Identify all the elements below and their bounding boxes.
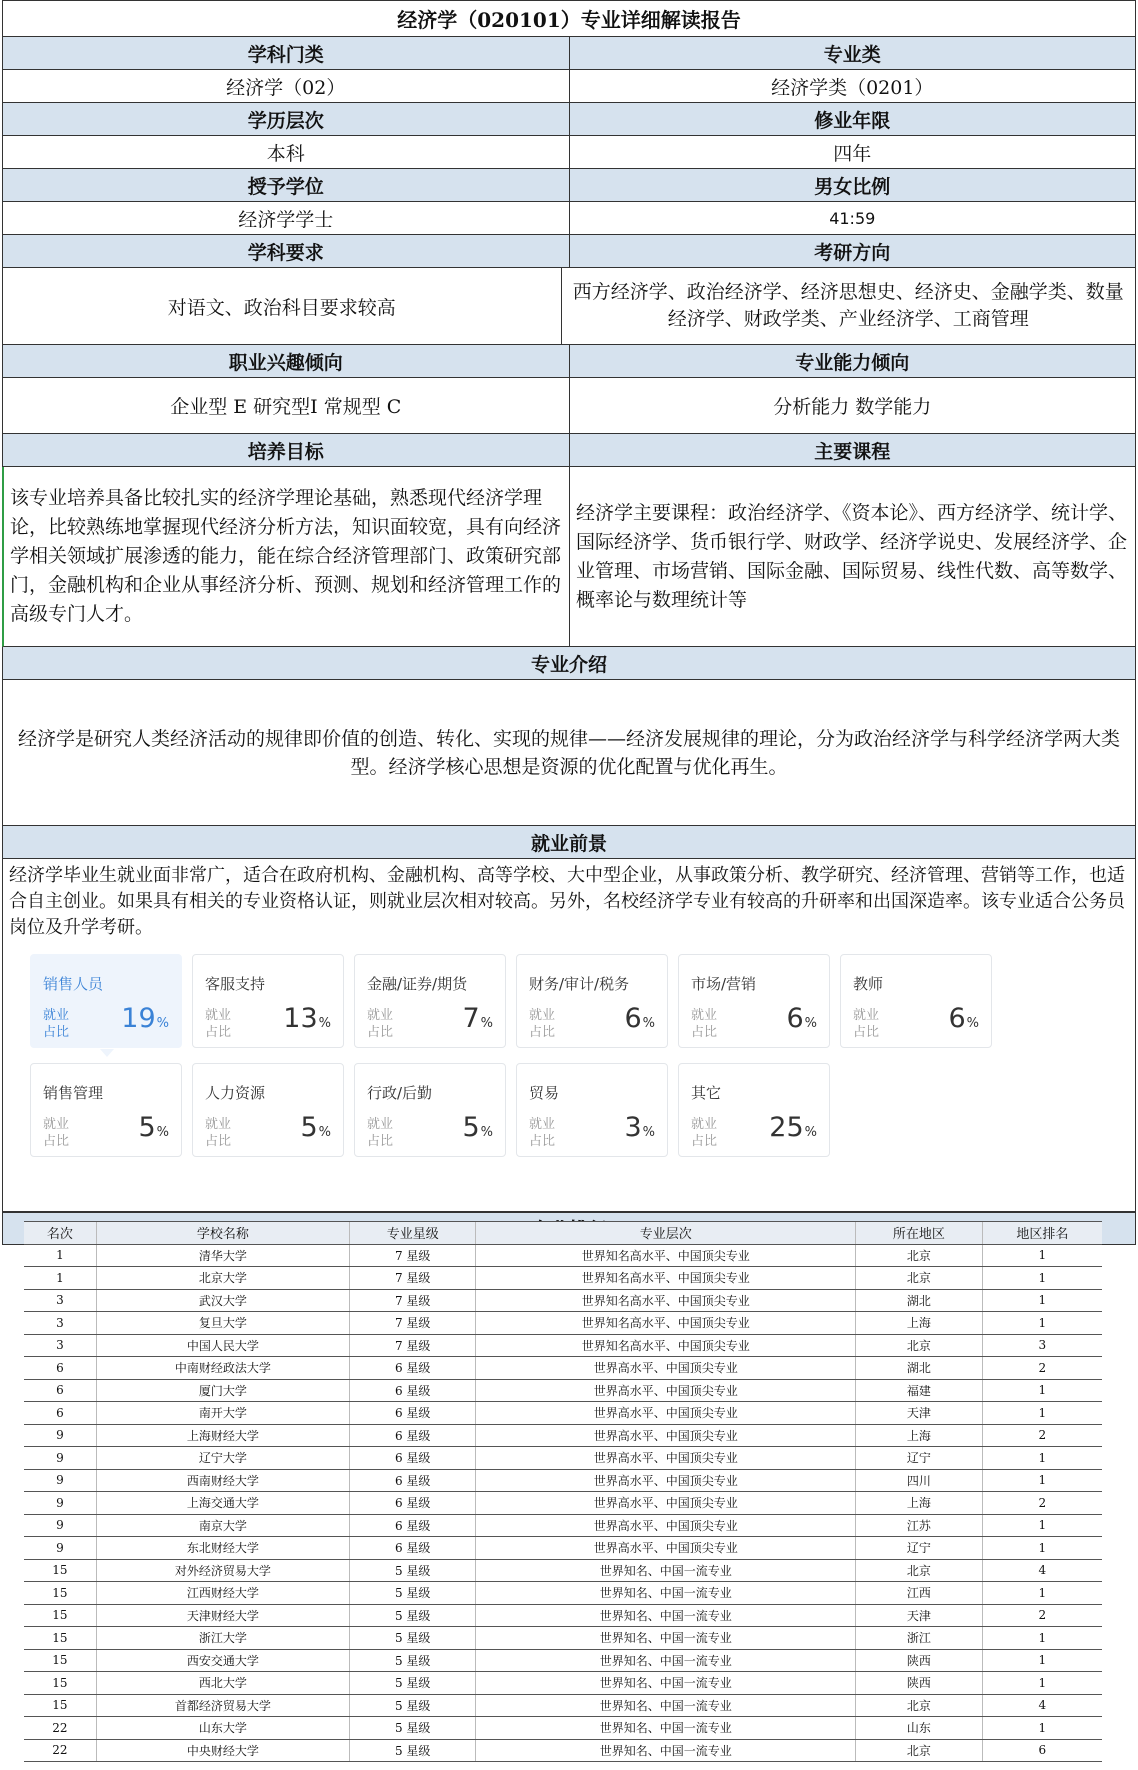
card-share-label: 就业 占比 (691, 1008, 718, 1040)
label-subject-requirement: 学科要求 (247, 241, 324, 264)
cell-school: 南京大学 (96, 1514, 349, 1537)
card-share-label: 就业 占比 (529, 1117, 556, 1149)
intro-heading: 专业介绍 (530, 653, 607, 676)
value-row-level (2, 136, 1136, 169)
report-title-row (2, 0, 1136, 37)
cell-region: 湖北 (856, 1357, 983, 1380)
table-row (24, 1469, 1102, 1492)
cell-stars: 5 星级 (349, 1672, 476, 1695)
cell-region: 浙江 (856, 1627, 983, 1650)
cell-region: 陕西 (856, 1649, 983, 1672)
card-name: 人力资源 (205, 1084, 266, 1102)
value-row-interest (2, 378, 1136, 434)
cell-region-rank: 1 (982, 1672, 1102, 1695)
cell-school: 中南财经政法大学 (96, 1357, 349, 1380)
cell-level: 世界知名、中国一流专业 (476, 1582, 856, 1605)
cell-rank: 3 (24, 1334, 96, 1357)
cell-stars: 6 星级 (349, 1357, 476, 1380)
cell-school: 山东大学 (96, 1717, 349, 1740)
cell-stars: 6 星级 (349, 1424, 476, 1447)
cell-school: 对外经济贸易大学 (96, 1559, 349, 1582)
cell-region-rank: 4 (982, 1694, 1102, 1717)
cell-school: 复旦大学 (96, 1312, 349, 1335)
cell-school: 上海财经大学 (96, 1424, 349, 1447)
cell-region: 山东 (856, 1717, 983, 1740)
card-name: 贸易 (529, 1084, 560, 1102)
card-value: 25% (769, 1112, 817, 1143)
card-share-label: 就业 占比 (205, 1117, 232, 1149)
cell-school: 天津财经大学 (96, 1604, 349, 1627)
card-share-label: 就业 占比 (853, 1008, 880, 1040)
label-subject-category: 学科门类 (247, 43, 324, 66)
cell-rank: 9 (24, 1469, 96, 1492)
cell-level: 世界知名、中国一流专业 (476, 1559, 856, 1582)
cell-rank: 15 (24, 1582, 96, 1605)
cell-rank: 9 (24, 1424, 96, 1447)
card-value: 3% (624, 1112, 655, 1143)
header-row-requirement (2, 235, 1136, 268)
cell-region-rank: 1 (982, 1469, 1102, 1492)
table-row (24, 1492, 1102, 1515)
cell-region-rank: 1 (982, 1649, 1102, 1672)
table-row (24, 1559, 1102, 1582)
label-education-level: 学历层次 (247, 109, 324, 132)
card-share-label: 就业 占比 (367, 1117, 394, 1149)
cell-school: 西安交通大学 (96, 1649, 349, 1672)
cell-level: 世界知名、中国一流专业 (476, 1627, 856, 1650)
cell-region: 江苏 (856, 1514, 983, 1537)
table-row (24, 1537, 1102, 1560)
cell-stars: 6 星级 (349, 1447, 476, 1470)
cell-school: 中国人民大学 (96, 1334, 349, 1357)
intro-text: 经济学是研究人类经济活动的规律即价值的创造、转化、实现的规律——经济发展规律的理论，分为政治经济学与科学经济学两大类型。经济学核心思想是资源的优化配置与优化再生。 (2, 680, 1136, 826)
cell-stars: 7 星级 (349, 1267, 476, 1290)
cell-stars: 5 星级 (349, 1717, 476, 1740)
table-row (24, 1402, 1102, 1425)
card-value: 5% (300, 1112, 331, 1143)
card-share-label: 就业 占比 (367, 1008, 394, 1040)
card-name: 客服支持 (205, 975, 266, 993)
cell-school: 清华大学 (96, 1244, 349, 1267)
cell-region: 福建 (856, 1379, 983, 1402)
cell-stars: 5 星级 (349, 1582, 476, 1605)
cell-level: 世界知名、中国一流专业 (476, 1649, 856, 1672)
cell-rank: 15 (24, 1672, 96, 1695)
card-share-label: 就业 占比 (43, 1008, 70, 1040)
col-level: 专业层次 (476, 1222, 856, 1245)
cell-region-rank: 4 (982, 1559, 1102, 1582)
cell-region: 天津 (856, 1402, 983, 1425)
cell-school: 中央财经大学 (96, 1739, 349, 1762)
cell-region-rank: 2 (982, 1604, 1102, 1627)
table-row (24, 1447, 1102, 1470)
col-region-rank: 地区排名 (982, 1222, 1102, 1245)
value-training-goal: 该专业培养具备比较扎实的经济学理论基础，熟悉现代经济学理论，比较熟练地掌握现代经济分析方法，知识面较宽，具有向经济学相关领域扩展渗透的能力，能在综合经济管理部门、政策研究部门，金融机构和企业从事经济分析、预测、规划和经济管理工作的高级专门人才。 (10, 487, 562, 625)
cell-region-rank: 1 (982, 1402, 1102, 1425)
employment-card[interactable] (30, 1063, 182, 1157)
cell-region-rank: 1 (982, 1289, 1102, 1312)
card-value: 13% (283, 1003, 331, 1034)
cell-level: 世界知名高水平、中国顶尖专业 (476, 1312, 856, 1335)
employment-heading: 就业前景 (530, 832, 607, 855)
cell-rank: 6 (24, 1379, 96, 1402)
col-rank: 名次 (24, 1222, 96, 1245)
cell-region: 上海 (856, 1424, 983, 1447)
cell-level: 世界知名、中国一流专业 (476, 1694, 856, 1717)
value-major-class: 经济学类（0201） (569, 70, 1136, 102)
ranking-table-body (24, 1244, 1102, 1762)
card-name: 销售人员 (43, 975, 104, 993)
cell-region-rank: 1 (982, 1312, 1102, 1335)
table-row (24, 1649, 1102, 1672)
cell-region-rank: 1 (982, 1267, 1102, 1290)
cell-region: 北京 (856, 1694, 983, 1717)
cell-school: 北京大学 (96, 1267, 349, 1290)
cell-rank: 9 (24, 1447, 96, 1470)
cell-level: 世界高水平、中国顶尖专业 (476, 1379, 856, 1402)
cell-stars: 6 星级 (349, 1514, 476, 1537)
col-stars: 专业星级 (349, 1222, 476, 1245)
table-row (24, 1379, 1102, 1402)
label-duration: 修业年限 (569, 103, 1136, 135)
table-row (24, 1717, 1102, 1740)
cell-level: 世界知名、中国一流专业 (476, 1739, 856, 1762)
table-row (24, 1289, 1102, 1312)
cell-region: 北京 (856, 1267, 983, 1290)
header-row-goal (2, 434, 1136, 467)
cell-stars: 6 星级 (349, 1402, 476, 1425)
cell-school: 西南财经大学 (96, 1469, 349, 1492)
col-school: 学校名称 (96, 1222, 349, 1245)
cell-rank: 9 (24, 1492, 96, 1515)
cell-rank: 15 (24, 1627, 96, 1650)
cell-region-rank: 1 (982, 1379, 1102, 1402)
cell-level: 世界高水平、中国顶尖专业 (476, 1357, 856, 1380)
cell-school: 浙江大学 (96, 1627, 349, 1650)
cell-school: 厦门大学 (96, 1379, 349, 1402)
employment-card[interactable] (192, 954, 344, 1048)
cell-region: 北京 (856, 1739, 983, 1762)
card-share-label: 就业 占比 (43, 1117, 70, 1149)
cell-school: 武汉大学 (96, 1289, 349, 1312)
cell-region-rank: 1 (982, 1244, 1102, 1267)
employment-card[interactable] (516, 1063, 668, 1157)
cell-stars: 6 星级 (349, 1469, 476, 1492)
cell-level: 世界知名高水平、中国顶尖专业 (476, 1289, 856, 1312)
report-title: 经济学（020101）专业详细解读报告 (3, 1, 1135, 36)
label-main-courses: 主要课程 (569, 434, 1136, 466)
value-education-level: 本科 (266, 142, 305, 165)
employment-header-row (2, 826, 1136, 859)
cell-level: 世界高水平、中国顶尖专业 (476, 1514, 856, 1537)
cell-region: 湖北 (856, 1289, 983, 1312)
cell-stars: 7 星级 (349, 1244, 476, 1267)
label-degree: 授予学位 (247, 175, 324, 198)
cell-rank: 15 (24, 1649, 96, 1672)
employment-text: 经济学毕业生就业面非常广，适合在政府机构、金融机构、高等学校、大中型企业，从事政策分析、教学研究、经济管理、营销等工作，也适合自主创业。如果具有相关的专业资格认证，则就业层次相对较高。另外，名校经济学专业有较高的升研率和出国深造率。该专业适合公务员岗位及升学考研。 (9, 865, 1125, 938)
cell-region: 北京 (856, 1559, 983, 1582)
value-subject-category: 经济学（02） (226, 76, 346, 99)
cell-region: 辽宁 (856, 1447, 983, 1470)
cell-region: 北京 (856, 1244, 983, 1267)
value-row-requirement (2, 268, 1136, 345)
cell-rank: 6 (24, 1402, 96, 1425)
cell-region: 陕西 (856, 1672, 983, 1695)
cell-school: 西北大学 (96, 1672, 349, 1695)
ranking-table-header (24, 1222, 1102, 1245)
employment-card[interactable] (192, 1063, 344, 1157)
cell-level: 世界知名、中国一流专业 (476, 1672, 856, 1695)
table-row (24, 1357, 1102, 1380)
employment-card[interactable] (678, 1063, 830, 1157)
cell-region-rank: 2 (982, 1492, 1102, 1515)
cell-region-rank: 1 (982, 1447, 1102, 1470)
employment-card[interactable] (840, 954, 992, 1048)
cell-level: 世界高水平、中国顶尖专业 (476, 1537, 856, 1560)
card-name: 市场/营销 (691, 975, 757, 993)
col-region: 所在地区 (856, 1222, 983, 1245)
card-share-label: 就业 占比 (529, 1008, 556, 1040)
value-ability: 分析能力 数学能力 (569, 378, 1136, 433)
cell-region-rank: 1 (982, 1537, 1102, 1560)
cell-rank: 15 (24, 1604, 96, 1627)
cell-level: 世界知名、中国一流专业 (476, 1604, 856, 1627)
label-ability: 专业能力倾向 (569, 345, 1136, 377)
employment-card[interactable] (30, 954, 182, 1048)
cell-rank: 6 (24, 1357, 96, 1380)
cell-region: 上海 (856, 1492, 983, 1515)
value-degree: 经济学学士 (238, 208, 334, 231)
card-value: 6% (786, 1003, 817, 1034)
table-row (24, 1514, 1102, 1537)
value-career-interest: 企业型 E 研究型I 常规型 C (170, 396, 402, 418)
active-card-pointer (100, 1049, 114, 1057)
cell-level: 世界高水平、中国顶尖专业 (476, 1402, 856, 1425)
cell-rank: 22 (24, 1717, 96, 1740)
header-row-level (2, 103, 1136, 136)
cell-stars: 5 星级 (349, 1627, 476, 1650)
card-value: 5% (138, 1112, 169, 1143)
value-row-category (2, 70, 1136, 103)
card-value: 6% (948, 1003, 979, 1034)
ranking-table (24, 1221, 1102, 1762)
header-row-interest (2, 345, 1136, 378)
employment-cards (3, 954, 1135, 1211)
value-duration: 四年 (569, 136, 1136, 168)
cell-region: 北京 (856, 1334, 983, 1357)
cell-rank: 3 (24, 1312, 96, 1335)
cell-rank: 3 (24, 1289, 96, 1312)
header-row-category (2, 37, 1136, 70)
employment-card[interactable] (516, 954, 668, 1048)
value-postgraduate-direction: 西方经济学、政治经济学、经济思想史、经济史、金融学类、数量经济学、财政学类、产业经济学、工商管理 (561, 268, 1136, 344)
cell-stars: 6 星级 (349, 1537, 476, 1560)
cell-region-rank: 1 (982, 1582, 1102, 1605)
employment-card[interactable] (354, 954, 506, 1048)
cell-stars: 6 星级 (349, 1492, 476, 1515)
label-postgraduate-direction: 考研方向 (569, 235, 1136, 267)
value-row-goal (2, 467, 1136, 647)
cell-region: 江西 (856, 1582, 983, 1605)
cell-school: 江西财经大学 (96, 1582, 349, 1605)
cell-school: 首都经济贸易大学 (96, 1694, 349, 1717)
cell-school: 东北财经大学 (96, 1537, 349, 1560)
cell-region-rank: 2 (982, 1424, 1102, 1447)
card-share-label: 就业 占比 (691, 1117, 718, 1149)
cell-level: 世界知名高水平、中国顶尖专业 (476, 1334, 856, 1357)
cell-stars: 7 星级 (349, 1334, 476, 1357)
cell-stars: 7 星级 (349, 1312, 476, 1335)
table-row (24, 1604, 1102, 1627)
cell-region-rank: 2 (982, 1357, 1102, 1380)
card-name: 金融/证券/期货 (367, 975, 468, 993)
table-row (24, 1627, 1102, 1650)
card-share-label: 就业 占比 (205, 1008, 232, 1040)
cell-level: 世界高水平、中国顶尖专业 (476, 1492, 856, 1515)
header-row-degree (2, 169, 1136, 202)
cell-rank: 1 (24, 1267, 96, 1290)
label-major-class: 专业类 (569, 37, 1136, 69)
card-value: 6% (624, 1003, 655, 1034)
employment-block (2, 859, 1136, 1212)
card-value: 5% (462, 1112, 493, 1143)
cell-region: 天津 (856, 1604, 983, 1627)
cell-region: 上海 (856, 1312, 983, 1335)
cell-level: 世界知名高水平、中国顶尖专业 (476, 1267, 856, 1290)
card-value: 19% (121, 1003, 169, 1034)
cell-rank: 22 (24, 1739, 96, 1762)
cell-stars: 5 星级 (349, 1559, 476, 1582)
label-career-interest: 职业兴趣倾向 (228, 351, 343, 374)
cell-school: 上海交通大学 (96, 1492, 349, 1515)
cell-stars: 5 星级 (349, 1739, 476, 1762)
value-row-degree (2, 202, 1136, 235)
cell-region: 辽宁 (856, 1537, 983, 1560)
cell-school: 南开大学 (96, 1402, 349, 1425)
cell-school: 辽宁大学 (96, 1447, 349, 1470)
cell-stars: 6 星级 (349, 1379, 476, 1402)
card-value: 7% (462, 1003, 493, 1034)
label-gender-ratio: 男女比例 (569, 169, 1136, 201)
cell-stars: 5 星级 (349, 1604, 476, 1627)
card-name: 教师 (853, 975, 884, 993)
card-name: 行政/后勤 (367, 1084, 433, 1102)
label-training-goal: 培养目标 (247, 440, 324, 463)
cell-region-rank: 6 (982, 1739, 1102, 1762)
table-row (24, 1582, 1102, 1605)
cell-stars: 5 星级 (349, 1649, 476, 1672)
cell-level: 世界高水平、中国顶尖专业 (476, 1447, 856, 1470)
cell-level: 世界知名、中国一流专业 (476, 1717, 856, 1740)
value-gender-ratio: 41:59 (569, 202, 1136, 234)
cell-region-rank: 1 (982, 1627, 1102, 1650)
cell-rank: 9 (24, 1537, 96, 1560)
table-row (24, 1334, 1102, 1357)
cell-rank: 15 (24, 1694, 96, 1717)
employment-card[interactable] (678, 954, 830, 1048)
cell-stars: 7 星级 (349, 1289, 476, 1312)
cell-level: 世界高水平、中国顶尖专业 (476, 1424, 856, 1447)
report-sheet (2, 0, 1136, 1245)
cell-region-rank: 3 (982, 1334, 1102, 1357)
cell-region: 四川 (856, 1469, 983, 1492)
cell-region-rank: 1 (982, 1717, 1102, 1740)
table-row (24, 1739, 1102, 1762)
cell-rank: 1 (24, 1244, 96, 1267)
value-subject-requirement: 对语文、政治科目要求较高 (167, 296, 396, 319)
cell-stars: 5 星级 (349, 1694, 476, 1717)
cell-level: 世界高水平、中国顶尖专业 (476, 1469, 856, 1492)
table-row (24, 1694, 1102, 1717)
cell-rank: 15 (24, 1559, 96, 1582)
table-row (24, 1424, 1102, 1447)
table-row (24, 1244, 1102, 1267)
cell-region-rank: 1 (982, 1514, 1102, 1537)
card-name: 销售管理 (43, 1084, 104, 1102)
cell-level: 世界知名高水平、中国顶尖专业 (476, 1244, 856, 1267)
table-row (24, 1672, 1102, 1695)
card-name: 其它 (691, 1084, 722, 1102)
employment-card[interactable] (354, 1063, 506, 1157)
card-name: 财务/审计/税务 (529, 975, 630, 993)
table-row (24, 1267, 1102, 1290)
cell-rank: 9 (24, 1514, 96, 1537)
intro-header-row (2, 647, 1136, 680)
table-row (24, 1312, 1102, 1335)
value-main-courses: 经济学主要课程：政治经济学、《资本论》、西方经济学、统计学、国际经济学、货币银行学、财政学、经济学说史、发展经济学、企业管理、市场营销、国际金融、国际贸易、线性代数、高等数学、概率论与数理统计等 (569, 467, 1135, 646)
